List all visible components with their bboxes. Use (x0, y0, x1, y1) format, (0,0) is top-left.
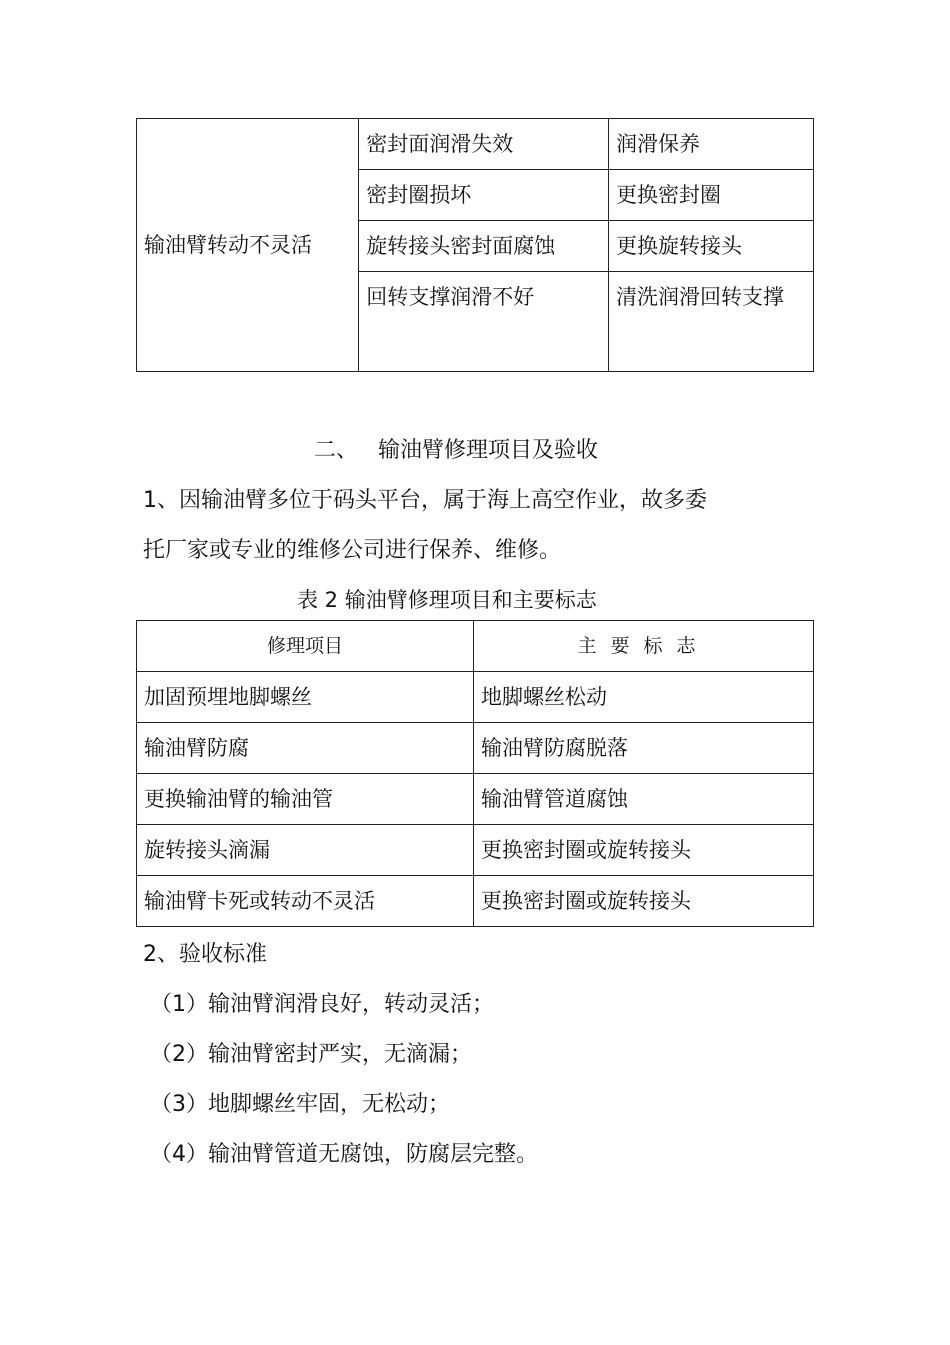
table-row (137, 876, 814, 927)
table-row (137, 119, 814, 170)
repair-item-cell: 加固预埋地脚螺丝 (137, 672, 474, 723)
paragraph-line: 托厂家或专业的维修公司进行保养、维修。 (143, 538, 562, 563)
remedy-cell: 润滑保养 (609, 119, 814, 170)
remedy-cell: 更换旋转接头 (609, 221, 814, 272)
table-row (137, 672, 814, 723)
table-row (137, 825, 814, 876)
cause-cell: 密封圈损坏 (359, 170, 609, 221)
main-sign-cell: 更换密封圈或旋转接头 (474, 876, 814, 927)
main-sign-cell: 输油臂管道腐蚀 (474, 774, 814, 825)
table-row (137, 774, 814, 825)
column-header-repair-item: 修理项目 (137, 621, 474, 672)
column-header-main-sign: 主要标志 (474, 621, 814, 672)
main-sign-cell: 输油臂防腐脱落 (474, 723, 814, 774)
cause-cell: 密封面润滑失效 (359, 119, 609, 170)
cause-cell: 回转支撑润滑不好 (359, 272, 609, 372)
section-heading (314, 436, 598, 466)
acceptance-item: （1）输油臂润滑良好，转动灵活； (150, 992, 494, 1017)
repair-item-cell: 输油臂卡死或转动不灵活 (137, 876, 474, 927)
table-header-row (137, 621, 814, 672)
acceptance-item: （3）地脚螺丝牢固，无松动； (150, 1092, 450, 1117)
section-number: 二、 (314, 438, 359, 463)
main-sign-cell: 更换密封圈或旋转接头 (474, 825, 814, 876)
cause-cell: 旋转接头密封面腐蚀 (359, 221, 609, 272)
repair-item-cell: 旋转接头滴漏 (137, 825, 474, 876)
section-title: 输油臂修理项目及验收 (378, 438, 599, 463)
fault-table (136, 118, 814, 372)
acceptance-item: （4）输油臂管道无腐蚀，防腐层完整。 (150, 1142, 538, 1167)
main-sign-cell: 地脚螺丝松动 (474, 672, 814, 723)
acceptance-item: （2）输油臂密封严实，无滴漏； (150, 1042, 472, 1067)
acceptance-heading: 2、验收标准 (143, 942, 267, 967)
repair-items-table (136, 620, 814, 927)
remedy-cell: 更换密封圈 (609, 170, 814, 221)
table-row (137, 723, 814, 774)
fault-symptom-cell: 输油臂转动不灵活 (137, 119, 359, 372)
repair-item-cell: 输油臂防腐 (137, 723, 474, 774)
remedy-cell: 清洗润滑回转支撑 (609, 272, 814, 372)
repair-item-cell: 更换输油臂的输油管 (137, 774, 474, 825)
table-caption: 表 2 输油臂修理项目和主要标志 (297, 588, 597, 612)
paragraph-line: 1、因输油臂多位于码头平台，属于海上高空作业，故多委 (143, 488, 707, 513)
